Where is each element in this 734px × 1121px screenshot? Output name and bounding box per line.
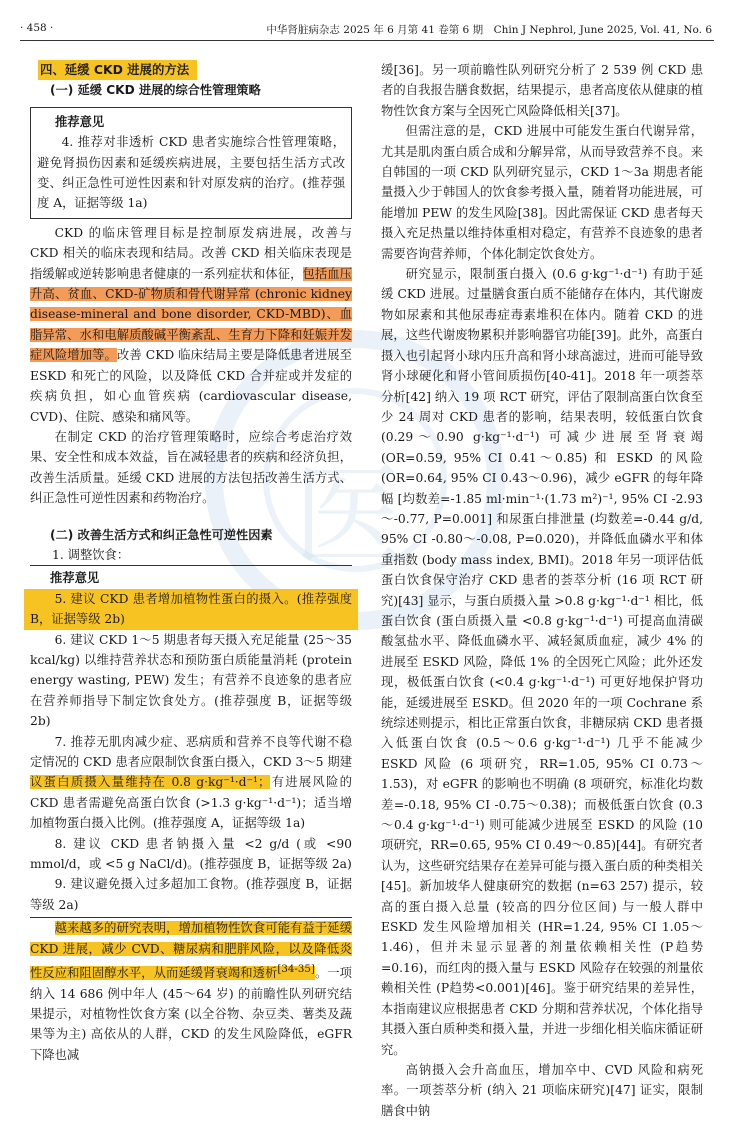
para-1-text-a: CKD 的临床管理目标是控制原发病进展，改善与 CKD 相关的临床表现和结局。改善 CKD 相关临床表现是指缓解或逆转影响患者健康的一系列症状和体征， — [30, 225, 352, 281]
paragraph-cohort-continued: 缓[36]。另一项前瞻性队列研究分析了 2 539 例 CKD 患者的自我报告膳食数据，结果提示，患者高度依从健康的植物性饮食方案与全因死亡风险降低相关[37]。 — [381, 63, 703, 118]
subsection-1-title: (一) 延缓 CKD 进展的综合性管理策略 — [50, 83, 261, 98]
recommendation-box-1 — [30, 107, 352, 219]
paragraph-protein-restriction: 研究显示，限制蛋白摄入 (0.6 g·kg⁻¹·d⁻¹) 有助于延缓 CKD 进展。过量膳食蛋白质不能储存在体内，其代谢废物如尿素和其他尿毒症毒素堆积在体内。随着 CKD 的进展，这些代谢废物累积并影响器官功能[39]。此外，高蛋白摄入也引起肾小球内压升高和肾小球高滤过，进而可能导致肾小球硬化和肾小管间质损伤[40-41]。2018 年一项荟萃分析[42] 纳入 19 项 RCT 研究，评估了限制高蛋白饮食至少 24 周对 CKD 患者的影响，结果表明，较低蛋白饮食 (0.29～0.90 g·kg⁻¹·d⁻¹) 可减少进展至肾衰竭 (OR=0.59, 95% CI 0.41～0.85) 和 ESKD 的风险 (OR=0.64, 95% CI 0.43～0.96)，减少 eGFR 的每年降幅 [均数差=-1.85 ml·min⁻¹·(1.73 m²)⁻¹, 95% CI -2.93～-0.77, P=0.001] 和尿蛋白排泄量 (均数差=-0.44 g/d, 95% CI -0.80～-0.08, P=0.020)，并降低血磷水平和体重指数 (body mass index, BMI)。2018 年另一项评估低蛋白饮食保守治疗 CKD 患者的荟萃分析 (16 项 RCT 研究)[43] 显示，与蛋白质摄入量 >0.8 g·kg⁻¹·d⁻¹ 相比，低蛋白饮食 (蛋白质摄入量 <0.8 g·kg⁻¹·d⁻¹) 可提高血清碳酸氢盐水平、降低血磷水平、减轻氮质血症，减少 4% 的进展至 ESKD 风险，降低 1% 的全因死亡风险；此外还发现，极低蛋白饮食 (<0.4 g·kg⁻¹·d⁻¹) 可更好地保护肾功能，延缓进展至 ESKD。但 2020 年的一项 Cochrane 系统综述则提示，相比正常蛋白饮食，非糖尿病 CKD 患者摄入低蛋白饮食 (0.5～0.6 g·kg⁻¹·d⁻¹) 几乎不能减少 ESKD 风险 (6 项研究，RR=1.05, 95% CI 0.73～1.53)，对 eGFR 的影响也不明确 (8 项研究，标准化均数差=-0.18, 95% CI -0.75～0.38)；而极低蛋白饮食 (0.3～0.4 g·kg⁻¹·d⁻¹) 则可能减少进展至 ESKD 的风险 (10 项研究，RR=0.65, 95% CI 0.49～0.85)[44]。有研究者认为，这些研究结果存在差异可能与摄入蛋白质的种类相关[45]。新加坡华人健康研究的数据 (n=63 257) 提示，较高的蛋白摄入总量 (较高的四分位区间) 与一般人群中 ESKD 发生风险增加相关 (HR=1.24, 95% CI 1.05～1.46)，但并未显示显著的剂量依赖相关性 (P趋势=0.16)，而红肉的摄入量与 ESKD 风险存在较强的剂量依赖相关性 (P趋势<0.001)[46]。鉴于研究结果的差异性，本指南建议应根据患者 CKD 分期和营养状况，个体化指导其摄入蛋白质种类和摄入量，并进一步细化相关临床循证研究。 — [381, 267, 703, 1057]
paragraph-management-strategy: 在制定 CKD 的治疗管理策略时，应综合考虑治疗效果、安全性和成本效益，旨在减轻患者的疾病和经济负担，改善生活质量。延缓 CKD 进展的方法包括改善生活方式、纠正急性可逆性因素和药物治疗。 — [30, 429, 352, 506]
watermark-seal-icon: 医 — [205, 330, 505, 630]
diet-adjust-label: 1. 调整饮食： — [52, 547, 130, 562]
ref-34-35: [34-35] — [277, 963, 315, 976]
recommendation-4: 4. 推荐对非透析 CKD 患者实施综合性管理策略，避免肾损伤因素和延缓疾病进展，主要包括生活方式改变、纠正急性可逆性因素和针对原发病的治疗。(推荐强度 A，证据等级 1a) — [37, 135, 345, 211]
rec-7-text-b: 有进展风险的 CKD 患者需避免高蛋白饮食 (>1.3 g·kg⁻¹·d⁻¹)；适当增加植物蛋白摄入比例。(推荐强度 A，证据等级 1a) — [30, 775, 352, 831]
recommendation-6: 6. 建议 CKD 1～5 期患者每天摄入充足能量 (25～35 kcal/kg) 以维持营养状态和预防蛋白质能量消耗 (protein energy wasting, PEW) 发生；有营养不良迹象的患者应在营养师指导下制定饮食处方。(推荐强度 B，证据等级 2b) — [30, 632, 352, 729]
paragraph-protein-metabolism: 但需注意的是，CKD 进展中可能发生蛋白代谢异常，尤其是肌肉蛋白质合成和分解异常，从而导致营养不良。来自韩国的一项 CKD 队列研究显示，CKD 1～3a 期患者能量摄入少于韩国人的饮食参考摄入量，随着肾功能进展，可能增加 PEW 的发生风险[38]。因此需保证 CKD 患者每天摄入充足热量以维持体重相对稳定，有营养不良迹象的患者需要咨询营养师，个体化制定饮食处方。 — [381, 124, 703, 261]
page-number: · 458 · — [20, 22, 54, 34]
paragraph-plant-based-diet — [30, 918, 352, 1065]
section-title: 四、延缓 CKD 进展的方法 — [38, 60, 197, 80]
journal-citation: 中华肾脏病杂志 2025 年 6 月第 41 卷第 6 期 Chin J Nephrol, June 2025, Vol. 41, No. 6 — [266, 24, 712, 36]
box-2-heading: 推荐意见 — [50, 571, 100, 586]
box-1-heading: 推荐意见 — [55, 114, 105, 129]
left-column — [30, 60, 352, 1065]
para-3-text-b: 。一项纳入 14 686 例中年人 (45～64 岁) 的前瞻性队列研究结果提示，对植物性饮食方案 (以全谷物、杂豆类、薯类及蔬果等为主) 高依从的人群，CKD 的发生风险降低，eGFR 下降也减 — [30, 966, 352, 1062]
recommendation-9: 9. 建议避免摄入过多超加工食物。(推荐强度 B，证据等级 2a) — [30, 877, 352, 912]
para-1-text-b: 改善 CKD 临床结局主要是降低患者进展至 ESKD 和死亡的风险，以及降低 CKD 合并症或并发症的疾病负担，如心血管疾病 (cardiovascular disease, CVD)、住院、感染和痛风等。 — [30, 348, 352, 424]
rec-7-text-a: 7. 推荐无肌肉减少症、恶病质和营养不良等代谢不稳定情况的 CKD 患者应限制饮食蛋白摄入，CKD 3～5 期建 — [30, 734, 352, 769]
header-rule — [20, 40, 714, 41]
paragraph-ckd-goals — [30, 223, 352, 427]
page-header — [0, 18, 734, 40]
right-column — [381, 60, 703, 1121]
recommendation-box-2 — [30, 565, 352, 918]
highlight-clinical-manifestations: 包括血压升高、贫血、CKD-矿物质和骨代谢异常 (chronic kidney disease-mineral and bone disorder, CKD-MBD)、血脂异常、水和电解质酸碱平衡紊乱、生育力下降和妊娠并发症风险增加等。 — [30, 266, 352, 363]
recommendation-8: 8. 建议 CKD 患者钠摄入量 <2 g/d (或 <90 mmol/d，或 <5 g NaCl/d)。(推荐强度 B，证据等级 2a) — [30, 836, 352, 872]
paragraph-sodium-intake: 高钠摄入会升高血压，增加卒中、CVD 风险和病死率。一项荟萃分析 (纳入 21 项临床研究)[47] 证实，限制膳食中钠 — [381, 1062, 703, 1118]
highlight-plant-based-evidence — [30, 921, 352, 980]
recommendation-7 — [30, 732, 352, 834]
highlight-protein-intake: 议蛋白质摄入量维持在 0.8 g·kg⁻¹·d⁻¹； — [30, 775, 271, 790]
subsection-2-title: (二) 改善生活方式和纠正急性可逆性因素 — [50, 527, 273, 542]
para-3-highlight-text: 越来越多的研究表明，增加植物性饮食可能有益于延缓 CKD 进展，减少 CVD、糖尿病和肥胖风险，以及降低炎性反应和阻固醇水平，从而延缓肾衰竭和透析 — [30, 921, 352, 981]
recommendation-5: 5. 建议 CKD 患者增加植物性蛋白的摄入。(推荐强度 B，证据等级 2b) — [24, 589, 358, 630]
